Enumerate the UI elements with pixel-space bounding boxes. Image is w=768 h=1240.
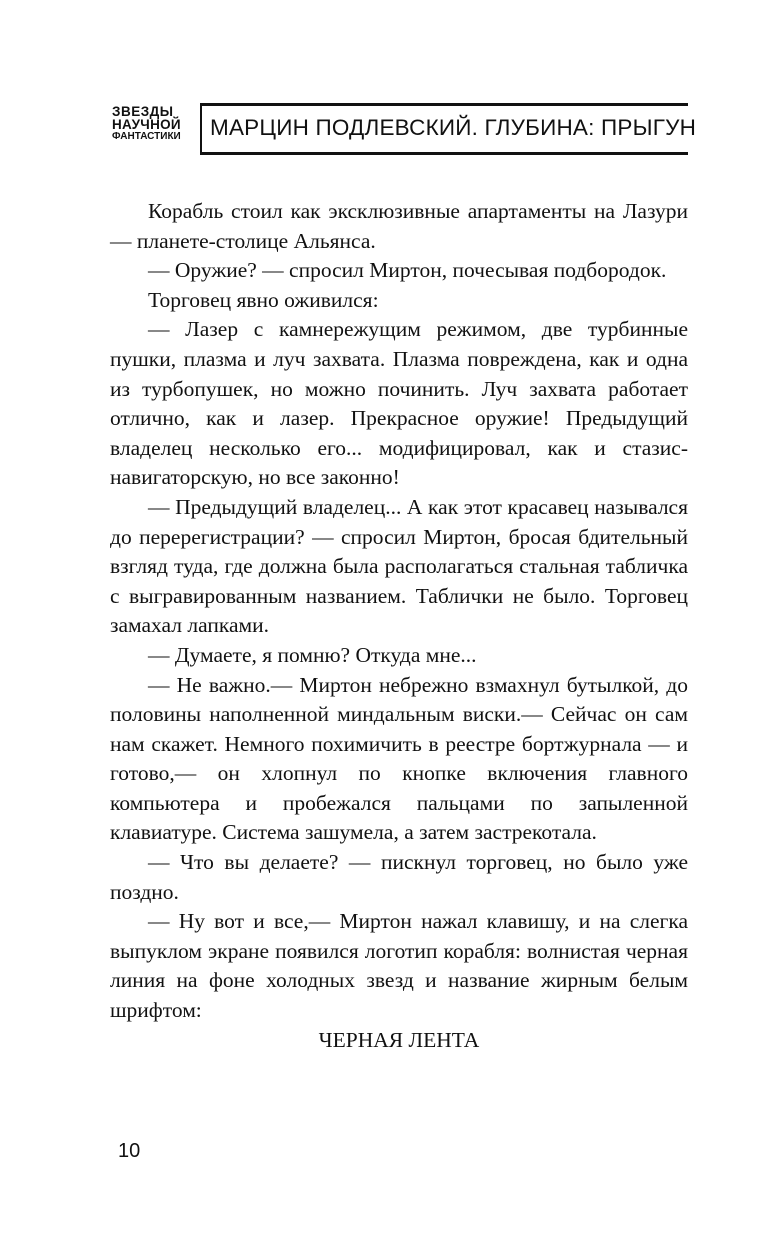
header-rule-bottom	[200, 152, 688, 155]
paragraph: — Что вы делаете? — пискнул торговец, но было уже поздно.	[110, 850, 688, 904]
paragraph: — Оружие? — спросил Миртон, почесывая подбородок.	[148, 258, 667, 283]
series-logo-line1: ЗВЕЗДЫ	[112, 104, 174, 119]
paragraph: — Предыдущий владелец... А как этот красавец назывался до перерегистрации? — спросил Миртон, бросая бдительный взгляд туда, где должна была располагаться стальная табличка с выгравированным названием. Таблички не было. Торговец замахал лапками.	[110, 494, 688, 638]
paragraph: — Ну вот и все,— Миртон нажал клавишу, и на слегка выпуклом экране появился логотип корабля: волнистая черная линия на фоне холодных звезд и название жирным белым шрифтом:	[110, 909, 688, 1023]
running-header-title: МАРЦИН ПОДЛЕВСКИЙ. ГЛУБИНА: ПРЫГУН	[210, 115, 697, 140]
body-text	[110, 197, 688, 1055]
page-number: 10	[118, 1140, 141, 1162]
paragraph: Торговец явно оживился:	[148, 287, 379, 312]
ship-name-line: ЧЕРНАЯ ЛЕНТА	[318, 1027, 480, 1052]
header-rule-top	[200, 103, 688, 106]
paragraph: — Не важно.— Миртон небрежно взмахнул бутылкой, до половины наполненной миндальным виски.— Сейчас он сам нам скажет. Немного похимичить в реестре бортжурнала — и готово,— он хлопнул по кнопке включения главного компьютера и пробежался пальцами по запыленной клавиатуре. Система зашумела, а затем застрекотала.	[110, 672, 688, 845]
series-logo-line3: ФАНТАСТИКИ	[112, 131, 181, 142]
series-logo-line2: НАУЧНОЙ	[112, 117, 181, 132]
paragraph: — Лазер с камнережущим режимом, две турбинные пушки, плазма и луч захвата. Плазма повреждена, как и одна из турбопушек, но можно починить. Луч захвата работает отлично, как и лазер. Прекрасное оружие! Предыдущий владелец несколько его... модифицировал, как и стазис-навигаторскую, но все законно!	[110, 317, 688, 490]
paragraph: — Думаете, я помню? Откуда мне...	[148, 642, 477, 667]
header-rule-vertical	[200, 103, 202, 155]
paragraph: Корабль стоил как эксклюзивные апартаменты на Лазури — планете-столице Альянса.	[110, 199, 688, 253]
series-logo	[106, 104, 198, 146]
